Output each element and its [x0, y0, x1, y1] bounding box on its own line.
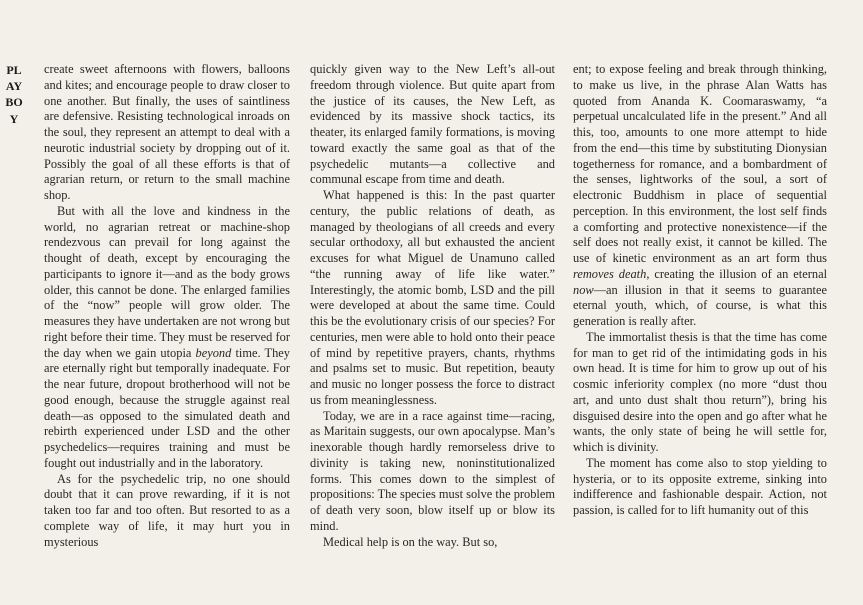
paragraph: Medical help is on the way. But so,: [323, 534, 498, 549]
paragraph: [44, 204, 290, 472]
running-head: [0, 0, 30, 605]
text-run: , creating the illusion of an eternal: [646, 266, 828, 281]
magazine-name: PLAYBOY: [5, 63, 23, 126]
text-run: time. They are eternally right but temporally inadequate. For the near future, dropout brotherhood will not be good enough, because the struggle against real death—as opposed to the simulated death and rebirth experienced under LSD and the other psychedelics—requires training and must be fought out industrially and in the laboratory.: [44, 345, 290, 470]
text-run: ent; to expose feeling and break through thinking, to make us live, in the phrase Alan Watts has quoted from Ananda K. Coomaraswamy, “a perpetual uncalculated life in the present.” And all this, too, amounts to one more attempt to hide from the end—this time by substituting Dionysian togetherness for romance, and a bombardment of the senses, lightworks of the soul, a sort of electronic Buddhism in place of sequential perception. In this environment, the lost self finds a comforting and protective nonexistence—if the self does not really exist, it cannot be killed. The use of kinetic environment as an art form thus: [573, 62, 827, 265]
paragraph: The immortalist thesis is that the time has come for man to get rid of the intimidating gods in his own head. It is time for him to grow up out of his cosmic inferiority complex (no more “dust thou art, and unto dust shalt thou return”), bring his disguised desire into the open and go after what he wants, the only state of being he will settle for, which is divinity.: [573, 329, 827, 454]
paragraph: What happened is this: In the past quarter century, the public relations of death, as managed by theologians of all creeds and every secular orthodoxy, all but exhausted the ancient excuses for what Miguel de Unamuno called “the running away of life like water.” Interestingly, the atomic bomb, LSD and the pill were developed at about the same time. Could this be the evolutionary crisis of our species? For centuries, men were able to hold onto their peace of mind by repetitive prayers, chants, rhythms and psalms set to music. But repetition, beauty and music no longer possess the force to distract us from meaninglessness.: [310, 188, 555, 407]
italic-text: removes death: [573, 266, 647, 281]
paragraph: [573, 62, 827, 330]
paragraph: The moment has come also to stop yielding to hysteria, or to its opposite extreme, sinking into indifference and fashionable despair. Action, not passion, is called for to lift humanity out of this: [573, 455, 827, 517]
paragraph: quickly given way to the New Left’s all-out freedom through violence. But quite apart from the justice of its causes, the New Left, as evidenced by its massive shock tactics, its theater, its enlarged family formations, is moving toward exactly the same goal as that of the psychedelic mutants—a collective and communal escape from time and death.: [310, 62, 555, 187]
italic-text: beyond: [195, 345, 232, 360]
paragraph: Today, we are in a race against time—racing, as Maritain suggests, our own apocalypse. Man’s inexorable though hardly remorseless drive to divinity is taking new, noninstitutionalized forms. This comes down to the simplest of propositions: The species must solve the problem of death very soon, blow itself up or blow its mind.: [310, 408, 555, 533]
italic-text: now: [573, 282, 594, 297]
text-run: —an illusion in that it seems to guarantee eternal youth, which, of course, is what this generation is really after.: [573, 282, 827, 328]
text-run: But with all the love and kindness in the world, no agrarian retreat or machine-shop rendezvous can prevail for long against the thought of death, except by encouraging the participants to ignore it—and as the body grows older, this cannot be done. The enlarged families of the “now” people will grow older. The measures they have undertaken are not wrong but right before their time. They must be reserved for the day when we gain utopia: [44, 203, 291, 360]
paragraph: create sweet afternoons with flowers, balloons and kites; and encourage people to draw closer to one another. But finally, the uses of saintliness are defensive. Resisting technological inroads on the soul, they represent an attempt to deal with a neurotic industrial society by dropping out of it. Possibly the goal of all these efforts is that of agrarian return, or return to the small machine shop.: [44, 62, 290, 202]
text-column-3: [573, 62, 827, 519]
text-column-2: [310, 62, 555, 550]
text-column-1: [44, 62, 290, 550]
paragraph: As for the psychedelic trip, no one should doubt that it can prove rewarding, if it is not taken too far and too often. But resorted to as a complete way of life, it may hurt you in mysterious: [44, 471, 290, 549]
